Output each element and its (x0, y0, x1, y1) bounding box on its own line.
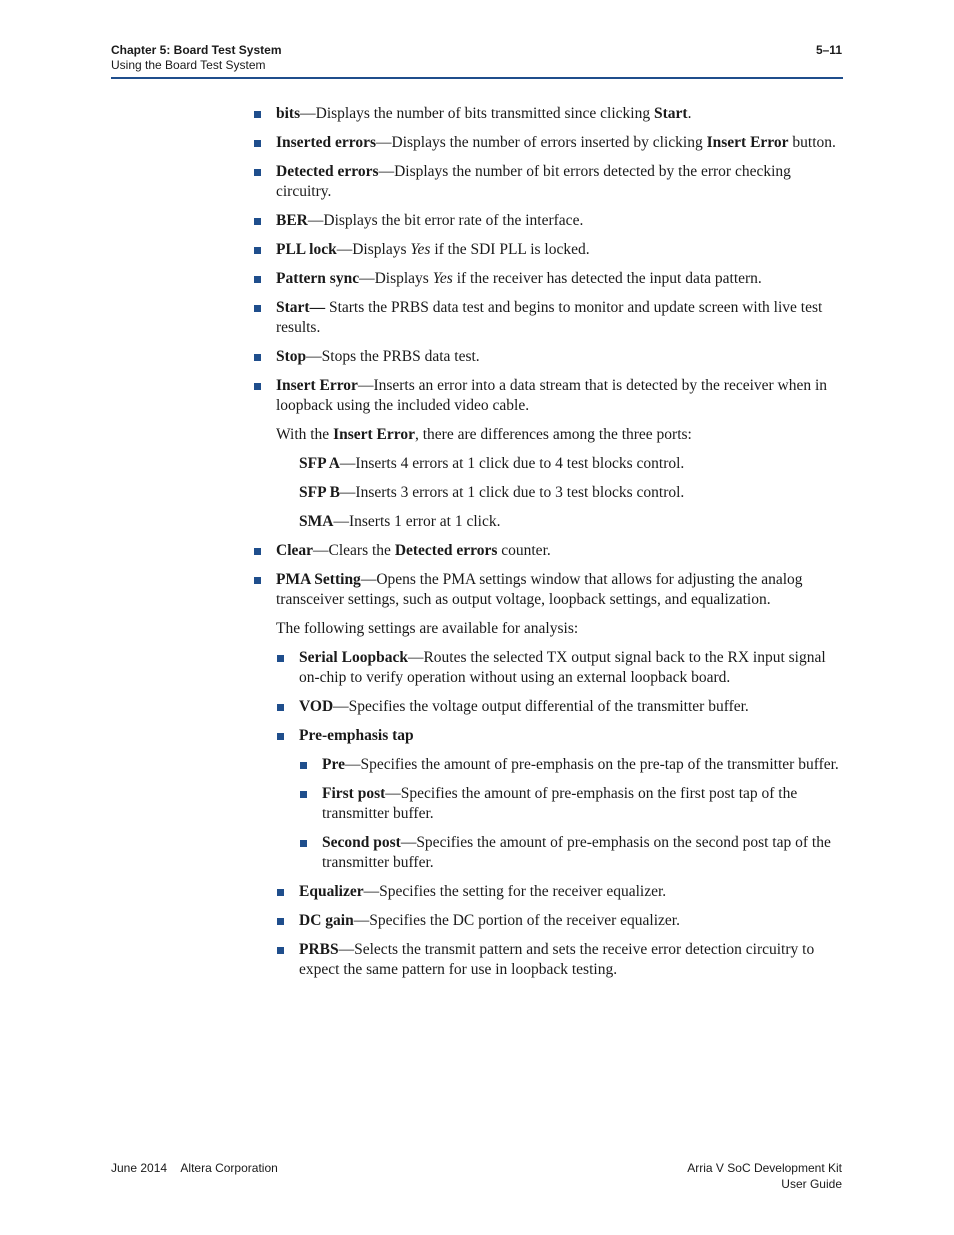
bullet-icon (254, 111, 261, 118)
bullet-icon (277, 733, 284, 740)
footer-right (687, 1160, 842, 1192)
list-item: Pattern sync—Displays Yes if the receiver has detected the input data pattern. (254, 269, 844, 289)
setting-item: VOD—Specifies the voltage output differential of the transmitter buffer. (277, 697, 844, 717)
list-item: Clear—Clears the Detected errors counter. (254, 541, 844, 561)
list-item: BER—Displays the bit error rate of the interface. (254, 211, 844, 231)
bullet-icon (254, 548, 261, 555)
bullet-icon (277, 947, 284, 954)
preemphasis-item: First post—Specifies the amount of pre-emphasis on the first post tap of the transmitter buffer. (300, 784, 844, 824)
list-item: Inserted errors—Displays the number of errors inserted by clicking Insert Error button. (254, 133, 844, 153)
preemphasis-item: Second post—Specifies the amount of pre-emphasis on the second post tap of the transmitter buffer. (300, 833, 844, 873)
bullet-icon (300, 791, 307, 798)
list-item: Insert Error—Inserts an error into a data stream that is detected by the receiver when in loopback using the included video cable. (254, 376, 844, 416)
list-item: PLL lock—Displays Yes if the SDI PLL is locked. (254, 240, 844, 260)
bullet-icon (277, 704, 284, 711)
page-header (111, 43, 842, 73)
setting-item: Pre-emphasis tap (277, 726, 844, 746)
chapter-title: Chapter 5: Board Test System (111, 43, 282, 57)
footer-doc-title: Arria V SoC Development Kit (687, 1161, 842, 1175)
bullet-icon (277, 655, 284, 662)
footer-company: Altera Corporation (180, 1161, 278, 1175)
port-item: SFP A—Inserts 4 errors at 1 click due to 4 test blocks control. (299, 455, 685, 472)
page-footer (111, 1160, 842, 1191)
section-title: Using the Board Test System (111, 58, 266, 72)
bullet-icon (254, 140, 261, 147)
port-item: SFP B—Inserts 3 errors at 1 click due to 3 test blocks control. (299, 484, 685, 501)
page-number: 5–11 (815, 43, 842, 57)
bullet-icon (254, 169, 261, 176)
list-item: Stop—Stops the PRBS data test. (254, 347, 844, 367)
document-body (254, 104, 844, 989)
bullet-icon (254, 354, 261, 361)
list-item: bits—Displays the number of bits transmitted since clicking Start. (254, 104, 844, 124)
header-rule (111, 77, 843, 79)
list-item: PMA Setting—Opens the PMA settings window that allows for adjusting the analog transceiver settings, such as output voltage, loopback settings, and equalization. (254, 570, 844, 610)
bullet-icon (254, 247, 261, 254)
bullet-icon (254, 383, 261, 390)
bullet-icon (277, 889, 284, 896)
footer-date: June 2014 (111, 1161, 168, 1175)
setting-item: DC gain—Specifies the DC portion of the receiver equalizer. (277, 911, 844, 931)
bullet-icon (300, 762, 307, 769)
setting-item: Equalizer—Specifies the setting for the receiver equalizer. (277, 882, 844, 902)
bullet-icon (254, 577, 261, 584)
list-item: Start— Starts the PRBS data test and begins to monitor and update screen with live test results. (254, 298, 844, 338)
bullet-icon (300, 840, 307, 847)
list-item: Detected errors—Displays the number of bit errors detected by the error checking circuitry. (254, 162, 844, 202)
setting-item: PRBS—Selects the transmit pattern and sets the receive error detection circuitry to expect the same pattern for use in loopback testing. (277, 940, 844, 980)
port-item: SMA—Inserts 1 error at 1 click. (299, 513, 501, 530)
footer-doc-subtitle: User Guide (781, 1177, 842, 1191)
insert-error-note: With the Insert Error, there are differences among the three ports: (276, 426, 692, 443)
bullet-icon (254, 305, 261, 312)
bullet-icon (254, 218, 261, 225)
bullet-icon (277, 918, 284, 925)
setting-item: Serial Loopback—Routes the selected TX output signal back to the RX input signal on-chip to verify operation without using an external loopback board. (277, 648, 844, 688)
bullet-icon (254, 276, 261, 283)
following-note: The following settings are available for analysis: (276, 620, 579, 637)
preemphasis-item: Pre—Specifies the amount of pre-emphasis on the pre-tap of the transmitter buffer. (300, 755, 844, 775)
